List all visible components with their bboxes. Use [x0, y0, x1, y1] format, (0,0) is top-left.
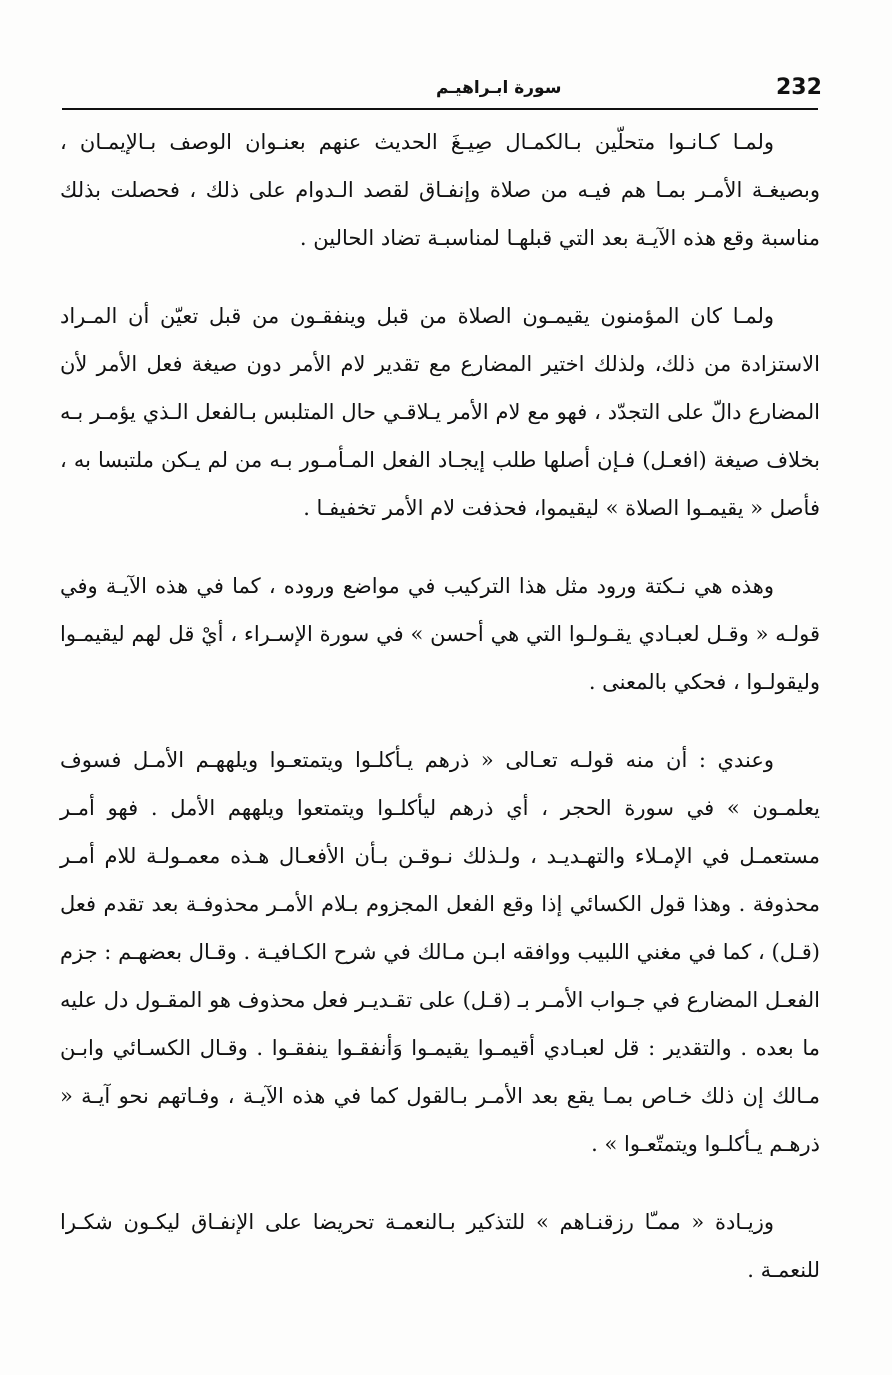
paragraph-4: وعندي : أن منه قولـه تعـالى « ذرهم يـأكلـوا ويتمتعـوا ويلههـم الأمـل فسوف يعلمـون » في سورة الحجر ، أي ذرهم ليأكلـوا ويتمتعوا ويلههم الأمل . فهو أمـر مستعمـل في الإمـلاء والتهـديـد ، ولـذلك نـوقـن بـأن الأفعـال هـذه معمـولـة للام أمـر محذوفة . وهذا قول الكسائي إذا وقع الفعل المجزوم بـلام الأمـر محذوفـة بعد تقدم فعل (قـل) ، كما في مغني اللبيب ووافقه ابـن مـالك في شرح الكـافيـة . وقـال بعضهـم : جزم الفعـل المضارع في جـواب الأمـر بـ (قـل) على تقـديـر فعل محذوف هو المقـول دل عليه ما بعده . والتقدير : قل لعبـادي أقيمـوا يقيمـوا وَأنفقـوا ينفقـوا . وقـال الكسـائي وابـن مـالك إن ذلك خـاص بمـا يقع بعد الأمـر بـالقول كما في هذه الآيـة ، وفـاتهم نحو آيـة « ذرهـم يـأكلـوا ويتمتّعـوا » . [60, 748, 820, 1156]
running-title: سورة ابـراهيـم [436, 78, 562, 98]
page-body [60, 118, 820, 1282]
paragraph-5: وزيـادة « ممـّا رزقنـاهم » للتذكير بـالنعمـة تحريضا على الإنفـاق ليكـون شكـرا للنعمـة . [60, 1210, 820, 1282]
paragraph-2: ولمـا كان المؤمنون يقيمـون الصلاة من قبل وينفقـون من قبل تعيّن أن المـراد الاستزادة من ذلك، ولذلك اختير المضارع مع تقدير لام الأمر دون صيغة فعل الأمر لأن المضارع دالّ على التجدّد ، فهو مع لام الأمر يـلاقـي حال المتلبس بـالفعل الـذي يؤمـر بـه بخلاف صيغة (افعـل) فـإن أصلها طلب إيجـاد الفعل المـأمـور بـه من لم يـكن ملتبسا به ، فأصل « يقيمـوا الصلاة » ليقيموا، فحذفت لام الأمر تخفيفـا . [60, 304, 820, 520]
header-rule [62, 108, 818, 110]
page-number: 232 [776, 75, 822, 100]
page-header [62, 74, 822, 110]
paragraph-1: ولمـا كـانـوا متحلّين بـالكمـال صِيـغَ الحديث عنهم بعنـوان الوصف بـالإيمـان ، وبصيغـة الأمـر بمـا هم فيـه من صلاة وإنفـاق لقصد الـدوام على ذلك ، فحصلت بذلك مناسبة وقع هذه الآيـة بعد التي قبلهـا لمناسبـة تضاد الحالين . [60, 130, 820, 250]
paragraph-3: وهذه هي نـكتة ورود مثل هذا التركيب في مواضع وروده ، كما في هذه الآيـة وفي قولـه « وقـل لعبـادي يقـولـوا التي هي أحسن » في سورة الإسـراء ، أيْ قل لهم ليقيمـوا وليقولـوا ، فحكي بالمعنى . [60, 574, 820, 694]
